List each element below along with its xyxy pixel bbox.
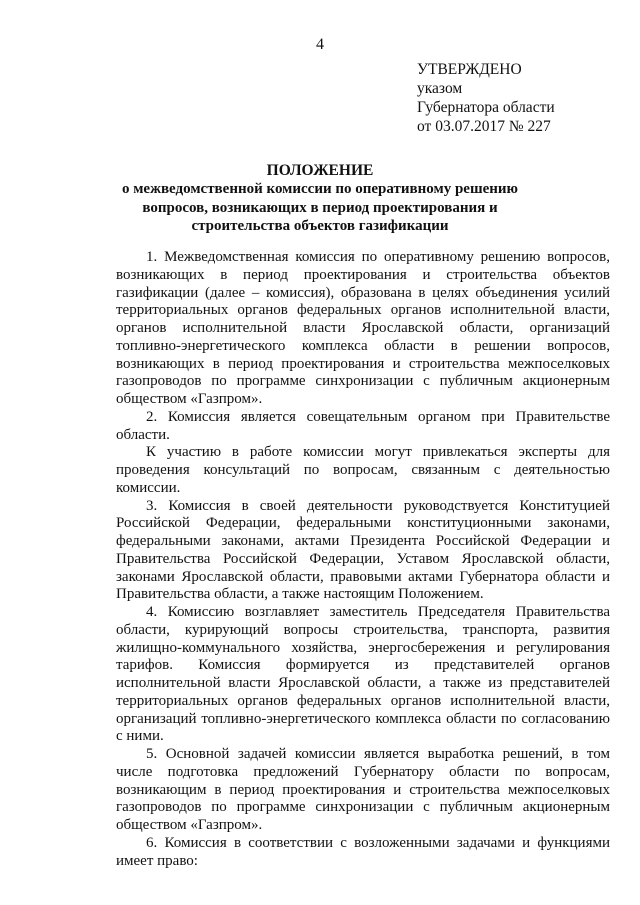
- paragraph-4: 4. Комиссию возглавляет заместитель Председателя Правительства области, курирующий вопросы строительства, транспорта, развития жилищно-коммунального хозяйства, энергосбережения и регулирования тарифов. Комиссия формируется из представителей органов исполнительной власти Ярославской области, а также из представителей территориальных органов федеральных органов исполнительной власти, организаций топливно-энергетического комплекса области по согласованию с ними.: [116, 604, 610, 745]
- approval-line-decree: указом: [417, 80, 463, 97]
- approval-line-governor: Губернатора области: [417, 99, 555, 116]
- paragraph-6: 6. Комиссия в соответствии с возложенными задачами и функциями имеет право:: [116, 834, 610, 869]
- document-body: [116, 249, 610, 870]
- paragraph-5: 5. Основной задачей комиссии является выработка решений, в том числе подготовка предложений Губернатору области по вопросам, возникающим в период проектирования и строительства межпоселковых газопроводов по программе синхронизации с публичным акционерным обществом «Газпром».: [116, 746, 610, 833]
- title-block: [120, 162, 520, 236]
- approval-line-approved: УТВЕРЖДЕНО: [417, 61, 522, 78]
- document-title: ПОЛОЖЕНИЕ: [266, 162, 374, 179]
- paragraph-2-experts: К участию в работе комиссии могут привлекаться эксперты для проведения консультаций по вопросам, связанным с деятельностью комиссии.: [116, 444, 610, 496]
- paragraph-2: 2. Комиссия является совещательным органом при Правительстве области.: [116, 408, 610, 443]
- approval-line-date-number: от 03.07.2017 № 227: [417, 118, 551, 135]
- document-subtitle: о межведомственной комиссии по оперативному решению вопросов, возникающих в период проектирования и строительства объектов газификации: [121, 181, 519, 234]
- page-number: 4: [316, 36, 324, 53]
- paragraph-1: 1. Межведомственная комиссия по оперативному решению вопросов, возникающих в период проектирования и строительства объектов газификации (далее – комиссия), образована в целях объединения усилий территориальных органов федеральных органов исполнительной власти, органов исполнительной власти Ярославской области, организаций топливно-энергетического комплекса области в решении вопросов, возникающих в период проектирования и строительства межпоселковых газопроводов по программе синхронизации с публичным акционерным обществом «Газпром».: [116, 249, 610, 407]
- paragraph-3: 3. Комиссия в своей деятельности руководствуется Конституцией Российской Федерации, федеральными конституционными законами, федеральными законами, актами Президента Российской Федерации и Правительства Российской Федерации, Уставом Ярославской области, законами Ярославской области, правовыми актами Губернатора области и Правительства области, а также настоящим Положением.: [116, 497, 610, 603]
- approval-stamp: [417, 60, 617, 136]
